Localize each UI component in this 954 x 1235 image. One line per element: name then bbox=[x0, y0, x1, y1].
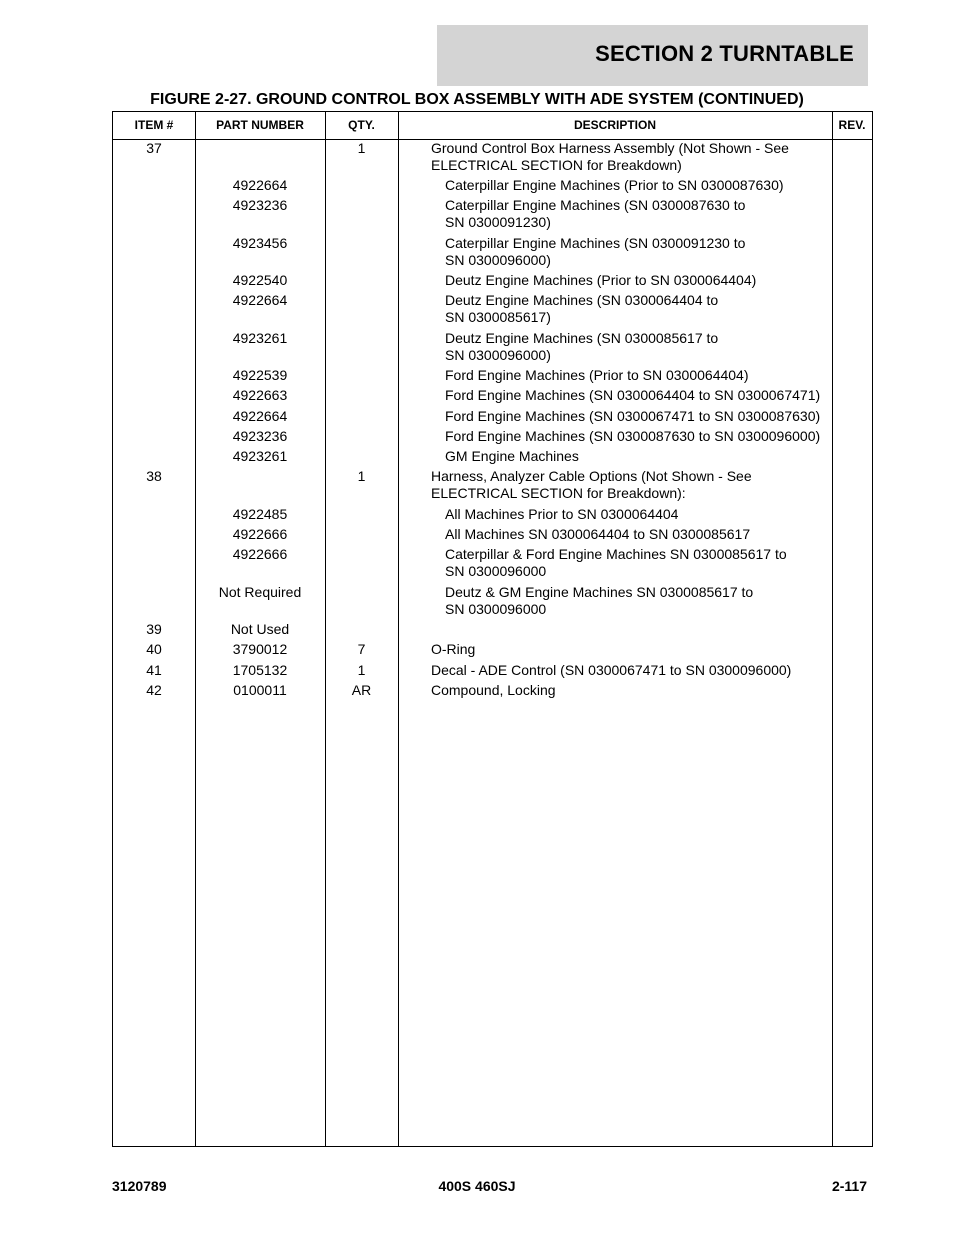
description: Deutz & GM Engine Machines SN 0300085617 to SN 0300096000 bbox=[445, 584, 754, 617]
quantity: 1 bbox=[357, 662, 366, 678]
part-number: 4922485 bbox=[232, 506, 288, 522]
parts-table bbox=[112, 111, 873, 1147]
page-number: 2-117 bbox=[831, 1178, 867, 1194]
item-number: 38 bbox=[146, 468, 162, 484]
part-number: 4922666 bbox=[232, 526, 288, 542]
column-divider bbox=[398, 112, 399, 1146]
description: Deutz Engine Machines (Prior to SN 0300064404) bbox=[445, 272, 757, 288]
description: All Machines Prior to SN 0300064404 bbox=[445, 506, 679, 522]
model-name: 400S 460SJ bbox=[438, 1178, 516, 1194]
part-number: 1705132 bbox=[232, 662, 288, 678]
part-number: 4922663 bbox=[232, 387, 288, 403]
item-number: 39 bbox=[146, 621, 162, 637]
part-number: 4923261 bbox=[232, 448, 288, 464]
figure-title: FIGURE 2-27. GROUND CONTROL BOX ASSEMBLY WITH ADE SYSTEM (CONTINUED) bbox=[150, 91, 804, 108]
description: Deutz Engine Machines (SN 0300064404 to SN 0300085617) bbox=[445, 292, 719, 325]
part-number: 0100011 bbox=[233, 682, 287, 698]
description: O-Ring bbox=[431, 641, 476, 657]
description: Ground Control Box Harness Assembly (Not Shown - See ELECTRICAL SECTION for Breakdown) bbox=[431, 140, 789, 173]
description: Decal - ADE Control (SN 0300067471 to SN 0300096000) bbox=[431, 662, 792, 678]
item-number: 40 bbox=[146, 641, 162, 657]
column-header-part-number: PART NUMBER bbox=[216, 118, 304, 132]
column-header-item: ITEM # bbox=[134, 118, 174, 132]
item-number: 37 bbox=[146, 140, 162, 156]
description: Caterpillar Engine Machines (SN 0300087630 to SN 0300091230) bbox=[445, 197, 746, 230]
column-header-qty: QTY. bbox=[348, 118, 375, 132]
part-number: 4922664 bbox=[232, 292, 288, 308]
part-number: 4923456 bbox=[232, 235, 288, 251]
description: Caterpillar Engine Machines (SN 0300091230 to SN 0300096000) bbox=[445, 235, 746, 268]
quantity: AR bbox=[351, 682, 372, 698]
description: Compound, Locking bbox=[431, 682, 556, 698]
part-number: 4922539 bbox=[232, 367, 288, 383]
quantity: 1 bbox=[357, 468, 366, 484]
part-number: 4922664 bbox=[232, 408, 288, 424]
column-divider bbox=[325, 112, 326, 1146]
part-number: 4923261 bbox=[232, 330, 288, 346]
part-number: 4923236 bbox=[232, 197, 288, 213]
item-number: 41 bbox=[146, 662, 162, 678]
section-header-box bbox=[437, 25, 868, 86]
quantity: 7 bbox=[357, 641, 366, 657]
part-number: 4922666 bbox=[232, 546, 288, 562]
description: Ford Engine Machines (SN 0300087630 to SN 0300096000) bbox=[445, 428, 821, 444]
column-header-rev: REV. bbox=[838, 118, 866, 132]
description: Ford Engine Machines (SN 0300064404 to SN 0300067471) bbox=[445, 387, 821, 403]
part-number: 4922540 bbox=[232, 272, 288, 288]
quantity: 1 bbox=[357, 140, 366, 156]
column-header-description: DESCRIPTION bbox=[573, 118, 656, 132]
item-number: 42 bbox=[146, 682, 162, 698]
part-number: 4922664 bbox=[232, 177, 288, 193]
document-number: 3120789 bbox=[112, 1178, 167, 1194]
part-number: 3790012 bbox=[232, 641, 288, 657]
part-number: Not Required bbox=[218, 584, 302, 600]
part-number: 4923236 bbox=[232, 428, 288, 444]
description: Deutz Engine Machines (SN 0300085617 to SN 0300096000) bbox=[445, 330, 719, 363]
description: Harness, Analyzer Cable Options (Not Shown - See ELECTRICAL SECTION for Breakdown): bbox=[431, 468, 752, 501]
part-number: Not Used bbox=[230, 621, 290, 637]
description: Ford Engine Machines (SN 0300067471 to SN 0300087630) bbox=[445, 408, 821, 424]
description: Caterpillar Engine Machines (Prior to SN 0300087630) bbox=[445, 177, 784, 193]
description: GM Engine Machines bbox=[445, 448, 579, 464]
section-title: SECTION 2 TURNTABLE bbox=[595, 41, 854, 66]
description: Ford Engine Machines (Prior to SN 0300064404) bbox=[445, 367, 749, 383]
description: Caterpillar & Ford Engine Machines SN 0300085617 to SN 0300096000 bbox=[445, 546, 787, 579]
description: All Machines SN 0300064404 to SN 0300085617 bbox=[445, 526, 751, 542]
